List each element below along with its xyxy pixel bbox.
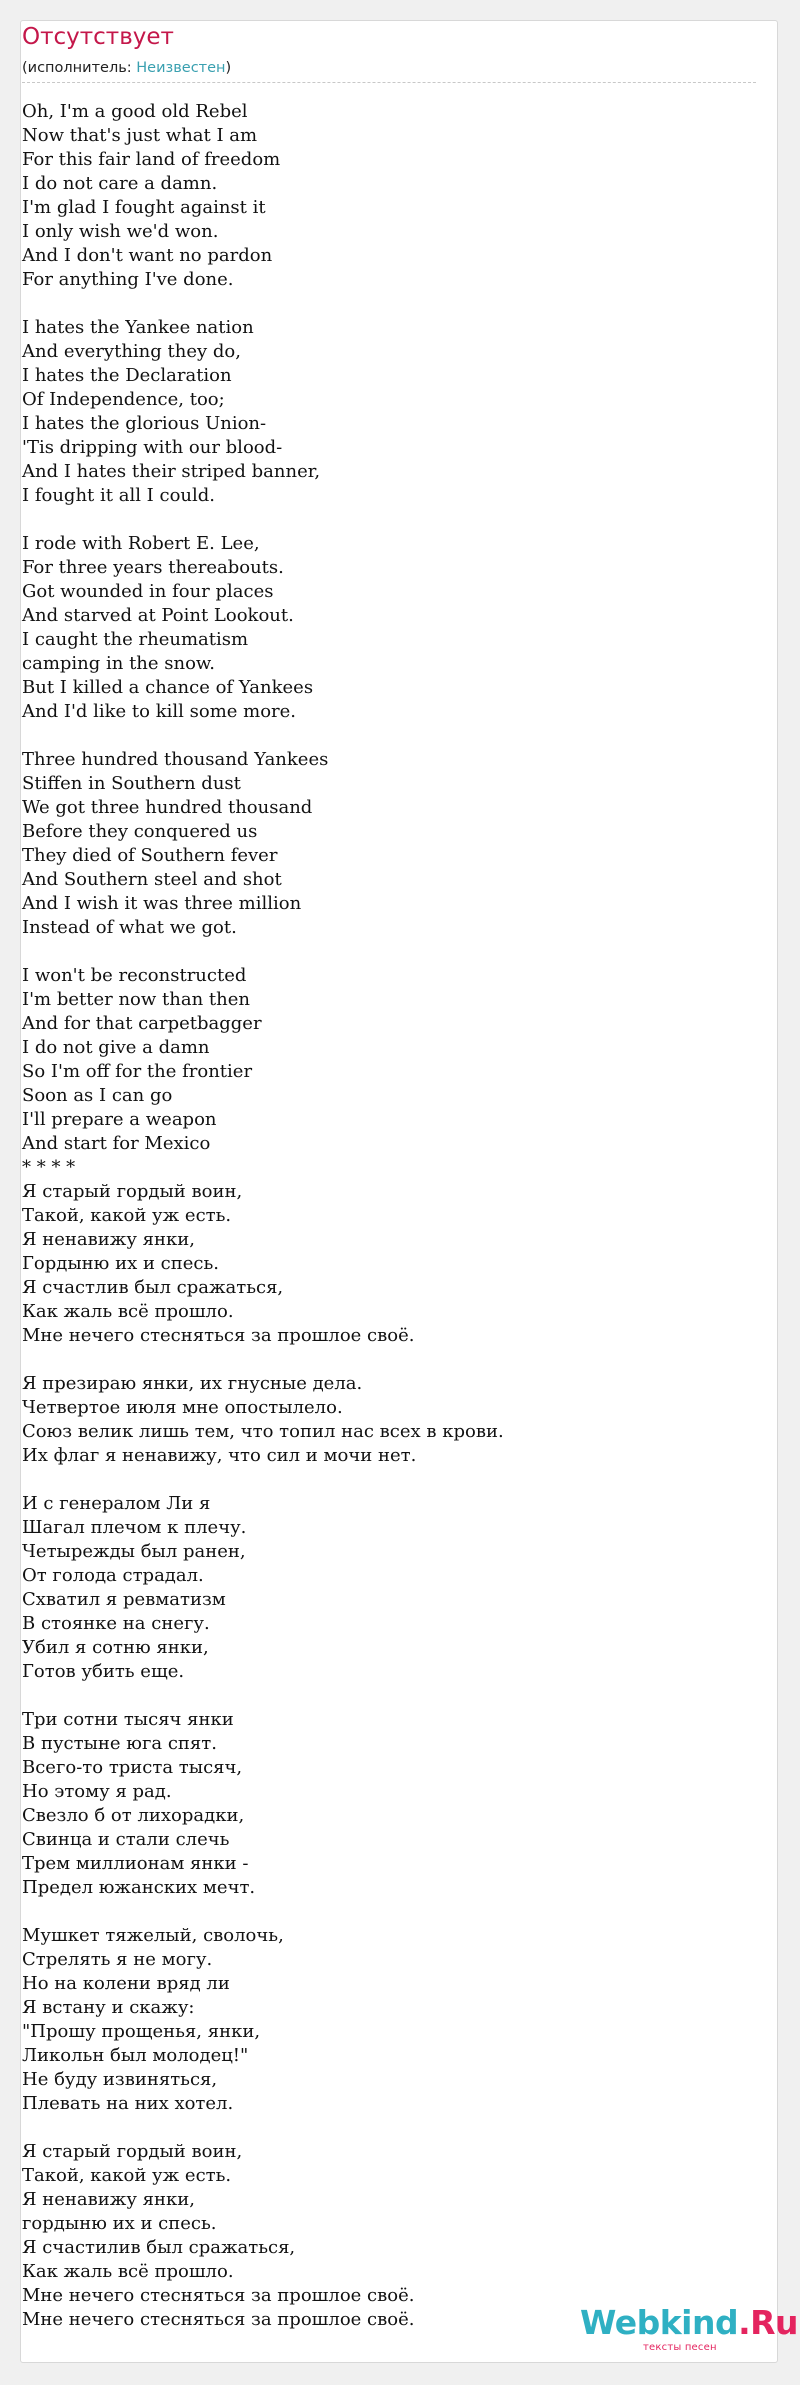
artist-suffix: ) [225,60,232,76]
header-divider [22,82,756,83]
site-logo[interactable] [580,2303,799,2364]
artist-prefix: (исполнитель: [22,60,137,76]
logo-part-accent: .Ru [738,2303,799,2342]
logo-wordmark [580,2304,798,2342]
artist-link[interactable]: Неизвестен [136,60,226,76]
artist-line [22,58,231,78]
lyrics-text: Oh, I'm a good old Rebel Now that's just what I am For this fair land of freedom I do not care a damn. I'm glad I fought against it I only wish we'd won. And I don't want no pardon For anything I've done. I hates the Yankee nation And everything they do, I hates the Declaration Of Independence, too; I hates the glorious Union- 'Tis dripping with our blood- And I hates their striped banner, I fought it all I could. I rode with Robert E. Lee, For three years thereabouts. Got wounded in four places And starved at Point Lookout. I caught the rheumatism camping in the snow. But I killed a chance of Yankees And I'd like to kill some more. Three hundred thousand Yankees Stiffen in Southern dust We got three hundred thousand Before they conquered us They died of Southern fever And Southern steel and shot And I wish it was three million Instead of what we got. I won't be reconstructed I'm better now than then And for that carpetbagger I do not give a damn So I'm off for the frontier Soon as I can go I'll prepare a weapon And start for Mexico * * * * Я старый гордый воин, Такой, какой уж есть. Я ненавижу янки, Гордыню их и спесь. Я счастлив был сражаться, Как жаль всё прошло. Мне нечего стесняться за прошлое своё. Я презираю янки, их гнусные дела. Четвертое июля мне опостылело. Союз велик лишь тем, что топил нас всех в крови. Их флаг я ненавижу, что сил и мочи нет. И с генералом Ли я Шагал плечом к плечу. Четырежды был ранен, От голода страдал. Схватил я ревматизм В стоянке на снегу. Убил я сотню янки, Готов убить еще. Три сотни тысяч янки В пустыне юга спят. Всего-то триста тысяч, Но этому я рад. Свезло б от лихорадки, Свинца и стали слечь Трем миллионам янки - Предел южанских мечт. Мушкет тяжелый, сволочь, Стрелять я не могу. Но на колени вряд ли Я встану и скажу: "Прошу прощенья, янки, Ликольн был молодец!" Не буду извиняться, Плевать на них хотел. Я старый гордый воин, Такой, какой уж есть. Я ненавижу янки, гордыню их и спесь. Я счастилив был сражаться, Как жаль всё прошло. Мне нечего стесняться за прошлое своё. Мне нечего стесняться за прошлое своё. [22,101,504,2330]
logo-subtitle: тексты песен [643,2342,717,2353]
song-title: Отсутствует [22,24,174,50]
logo-part-primary: Webkind [580,2303,739,2342]
